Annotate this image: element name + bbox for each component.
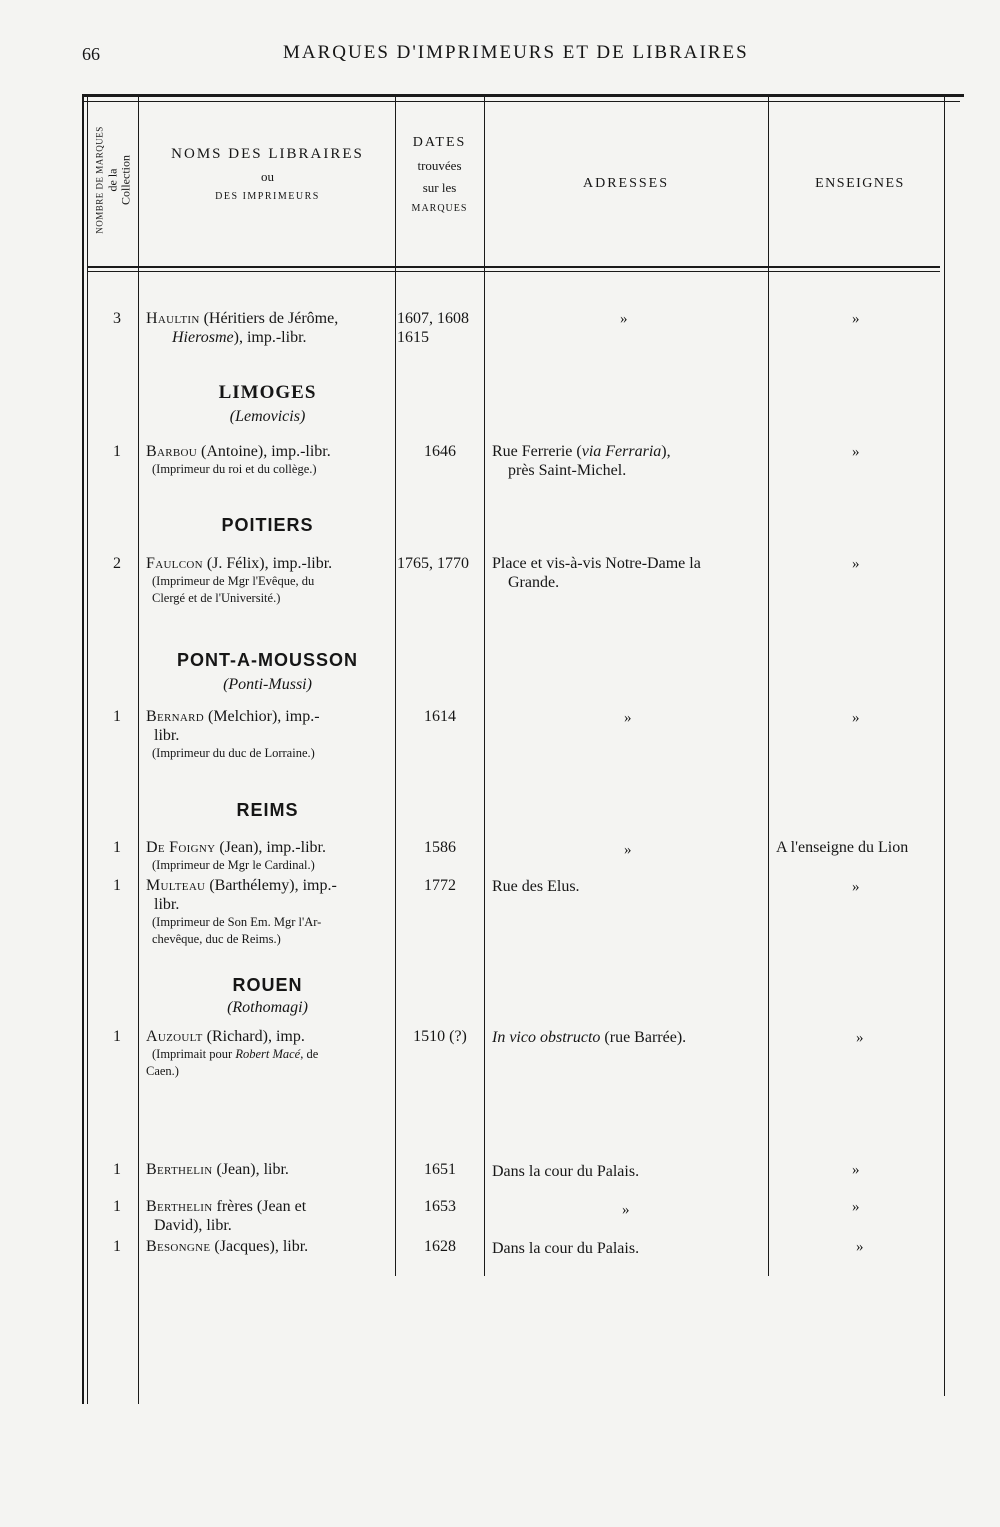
entry-auzoult-note2: Caen.) [146,1064,179,1078]
entry-multeau-note2: chevêque, duc de Reims.) [152,932,281,946]
header-dates-line4: MARQUES [411,203,468,214]
entry-bernard-name-rest: (Melchior), imp.- [204,708,320,725]
entry-berthelin-freres-name-rest: frères (Jean et [212,1198,307,1215]
entry-auzoult-name-rest: (Richard), imp. [202,1028,305,1045]
entry-haultin-dates [397,309,483,347]
entry-auzoult-surname: Auzoult [146,1028,203,1045]
entry-berthelin-freres-date: 1653 [424,1198,456,1215]
entry-faulcon-note2: Clergé et de l'Université.) [152,591,281,605]
table-top-rule [82,94,964,97]
entry-faulcon-count: 2 [113,555,121,572]
entry-auzoult-addr-post: (rue Barrée). [600,1029,687,1046]
entry-berthelin-freres-sign-ditto: » [852,1199,860,1215]
table-right-border [944,96,945,1396]
entry-auzoult-note1-name: Robert Macé [235,1047,301,1061]
entry-berthelin-date: 1651 [424,1161,456,1178]
entry-barbou-addr-pre: Rue Ferrerie ( [492,443,582,460]
entry-berthelin-surname: Berthelin [146,1161,213,1178]
entry-besongne-address: Dans la cour du Palais. [492,1240,640,1257]
header-count-line1: NOMBRE DE MARQUES [94,126,105,234]
entry-bernard-note: (Imprimeur du duc de Lorraine.) [152,746,315,760]
entry-barbou-addr-line2: près Saint-Michel. [508,462,627,479]
city-latin-limoges: (Lemovicis) [229,408,306,425]
entry-haultin-addr-ditto: » [620,311,628,327]
header-count-line2: de la [105,168,120,192]
entry-bernard-name-line2: libr. [154,727,180,744]
header-adresses: ADRESSES [582,176,670,191]
running-title: MARQUES D'IMPRIMEURS ET DE LIBRAIRES [283,42,749,63]
entry-besongne-surname: Besongne [146,1238,211,1255]
entry-defoigny-date: 1586 [424,839,456,856]
entry-defoigny-name [146,838,394,874]
entry-barbou-note: (Imprimeur du roi et du collège.) [152,462,317,476]
entry-auzoult-count: 1 [113,1028,121,1045]
entry-multeau-surname: Multeau [146,877,206,894]
entry-multeau-name [146,876,394,948]
entry-auzoult-addr-latin: In vico obstructo [492,1029,601,1046]
entry-multeau-note1: (Imprimeur de Son Em. Mgr l'Ar- [152,915,322,929]
entry-berthelin-freres-count: 1 [113,1198,121,1215]
entry-defoigny-sign: A l'enseigne du Lion [776,839,909,856]
entry-besongne-date: 1628 [424,1238,456,1255]
entry-haultin-name [146,309,394,347]
page-number: 66 [82,44,100,64]
entry-bernard-surname: Bernard [146,708,204,725]
entry-multeau-date: 1772 [424,877,456,894]
entry-bernard-addr-ditto: » [624,710,632,726]
entry-besongne-name [146,1237,394,1256]
header-enseignes: ENSEIGNES [815,176,905,191]
entry-barbou-date: 1646 [424,443,456,460]
header-names-line2: ou [261,169,274,184]
entry-berthelin-freres-surname: Berthelin [146,1198,213,1215]
city-heading-poitiers: POITIERS [221,515,314,535]
entry-multeau-name-line2: libr. [154,896,180,913]
entry-multeau-name-rest: (Barthélemy), imp.- [205,877,337,894]
entry-faulcon-dates: 1765, 1770 [397,555,469,572]
table-left-border [82,96,84,1404]
city-heading-reims: REIMS [236,800,299,820]
entry-auzoult-note1-pre: (Imprimait pour [152,1047,236,1061]
entry-berthelin-name-rest: (Jean), libr. [212,1161,289,1178]
header-count-column [88,100,138,260]
entry-barbou-addr-post: ), [661,443,671,460]
entry-faulcon-name [146,554,394,607]
entry-haultin-surname: Haultin [146,310,200,327]
entry-multeau-sign-ditto: » [852,879,860,895]
entry-berthelin-sign-ditto: » [852,1162,860,1178]
entry-defoigny-addr-ditto: » [624,842,632,858]
entry-haultin-date2: 1615 [397,329,429,346]
entry-bernard-name [146,707,394,762]
entry-besongne-count: 1 [113,1238,121,1255]
entry-berthelin-count: 1 [113,1161,121,1178]
header-bottom-rule [88,266,940,268]
entry-barbou-count: 1 [113,443,121,460]
entry-barbou-name-rest: (Antoine), imp.-libr. [196,443,331,460]
entry-berthelin-freres-name-line2: David), libr. [154,1217,232,1234]
entry-bernard-count: 1 [113,708,121,725]
city-latin-rouen: (Rothomagi) [227,999,308,1016]
entry-defoigny-surname: De Foigny [146,839,216,856]
table-top-rule-thin [82,101,960,102]
entry-barbou-address [492,442,767,480]
entry-bernard-sign-ditto: » [852,710,860,726]
entry-auzoult-name [146,1027,394,1080]
city-heading-rouen: ROUEN [232,975,303,995]
entry-faulcon-addr-line2: Grande. [508,574,560,591]
entry-besongne-name-rest: (Jacques), libr. [210,1238,309,1255]
entry-berthelin-address: Dans la cour du Palais. [492,1163,640,1180]
entry-barbou-surname: Barbou [146,443,197,460]
entry-haultin-role: ), imp.-libr. [233,329,307,346]
entry-defoigny-note: (Imprimeur de Mgr le Cardinal.) [152,858,315,872]
entry-barbou-name [146,442,394,478]
entry-haultin-name-rest: (Héritiers de Jérôme, [199,310,339,327]
header-dates-line3: sur les [422,180,457,195]
entry-faulcon-sign-ditto: » [852,556,860,572]
city-heading-limoges: LIMOGES [218,382,317,403]
entry-haultin-date1: 1607, 1608 [397,310,469,327]
entry-defoigny-name-rest: (Jean), imp.-libr. [215,839,326,856]
header-dates-line2: trouvées [417,158,462,173]
entry-defoigny-count: 1 [113,839,121,856]
entry-auzoult-sign-ditto: » [856,1030,864,1046]
header-names-line1: NOMS DES LIBRAIRES [171,146,364,162]
column-divider-count [138,96,139,1404]
city-latin-pont-a-mousson: (Ponti-Mussi) [223,676,312,693]
entry-besongne-sign-ditto: » [856,1239,864,1255]
entry-multeau-count: 1 [113,877,121,894]
header-dates-column [397,135,482,214]
entry-auzoult-note1 [146,1046,394,1063]
header-names-line3: DES IMPRIMEURS [215,191,320,202]
entry-barbou-addr-latin: via Ferraria [581,443,662,460]
entry-faulcon-addr-line1: Place et vis-à-vis Notre-Dame la [492,555,701,572]
entry-multeau-address: Rue des Elus. [492,878,580,895]
header-count-line3: Collection [118,155,133,206]
entry-haultin-latin: Hierosme [172,329,234,346]
entry-auzoult-date: 1510 (?) [413,1028,467,1045]
entry-berthelin-freres-addr-ditto: » [622,1202,630,1218]
entry-faulcon-address [492,554,767,592]
column-divider-dates [484,96,485,1276]
entry-bernard-date: 1614 [424,708,456,725]
entry-auzoult-note1-post: , de [300,1047,319,1061]
entry-haultin-sign-ditto: » [852,311,860,327]
header-bottom-rule-thin [88,271,940,272]
entry-auzoult-address [492,1028,767,1047]
city-heading-pont-a-mousson: PONT-A-MOUSSON [176,650,358,670]
entry-berthelin-freres-name [146,1197,394,1235]
table-left-border-inner [87,96,88,1404]
entry-barbou-sign-ditto: » [852,444,860,460]
entry-faulcon-name-rest: (J. Félix), imp.-libr. [202,555,333,572]
column-divider-adresses [768,96,769,1276]
entry-berthelin-name [146,1160,394,1179]
entry-faulcon-surname: Faulcon [146,555,203,572]
entry-faulcon-note1: (Imprimeur de Mgr l'Evêque, du [152,574,315,588]
entry-haultin-count: 3 [113,310,121,327]
header-dates-line1: DATES [412,135,467,150]
column-divider-names [395,96,396,1276]
header-names-column [140,146,395,202]
